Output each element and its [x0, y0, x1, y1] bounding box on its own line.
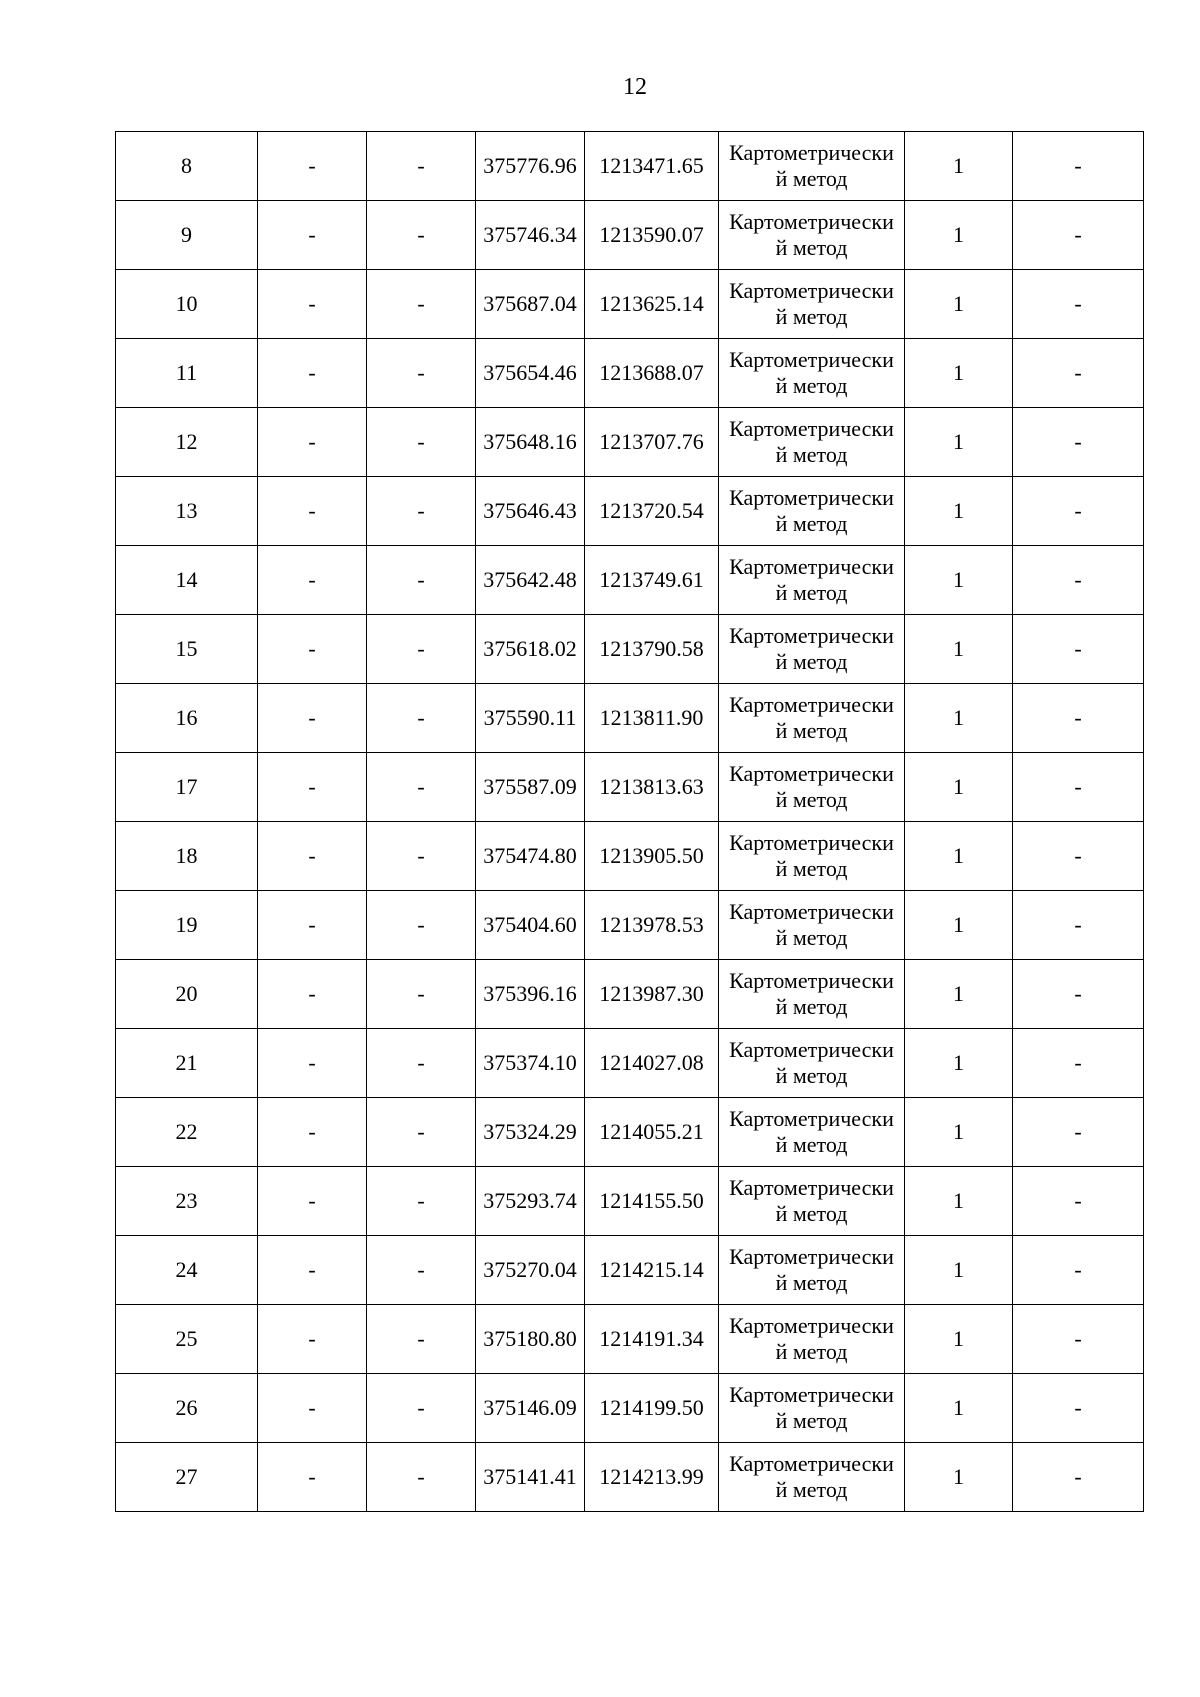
empty-dash-cell: - [367, 1029, 476, 1098]
coordinate-x-cell: 375648.16 [476, 408, 585, 477]
method-cell [719, 960, 905, 1029]
coordinate-y-cell: 1214191.34 [585, 1305, 719, 1374]
method-text-line2: й метод [775, 1408, 848, 1433]
method-text-line2: й метод [775, 718, 848, 743]
method-text-line2: й метод [775, 235, 848, 260]
method-cell [719, 408, 905, 477]
coordinate-y-cell: 1213720.54 [585, 477, 719, 546]
page-number: 12 [623, 74, 647, 100]
table-row [116, 1098, 1144, 1167]
empty-dash-cell: - [1013, 270, 1144, 339]
coordinate-y-cell: 1213590.07 [585, 201, 719, 270]
coordinates-table [115, 131, 1144, 1512]
coordinate-x-cell: 375590.11 [476, 684, 585, 753]
accuracy-cell: 1 [905, 615, 1013, 684]
coordinate-x-cell: 375293.74 [476, 1167, 585, 1236]
accuracy-cell: 1 [905, 1029, 1013, 1098]
method-cell [719, 132, 905, 201]
method-text-line2: й метод [775, 787, 848, 812]
method-text-line2: й метод [775, 856, 848, 881]
method-cell [719, 1305, 905, 1374]
method-cell [719, 1029, 905, 1098]
method-cell [719, 201, 905, 270]
coordinate-y-cell: 1213688.07 [585, 339, 719, 408]
method-cell [719, 477, 905, 546]
coordinate-x-cell: 375324.29 [476, 1098, 585, 1167]
point-number-cell: 9 [116, 201, 258, 270]
empty-dash-cell: - [258, 822, 367, 891]
empty-dash-cell: - [258, 408, 367, 477]
empty-dash-cell: - [367, 408, 476, 477]
point-number-cell: 15 [116, 615, 258, 684]
coordinate-y-cell: 1214155.50 [585, 1167, 719, 1236]
empty-dash-cell: - [367, 477, 476, 546]
coordinate-x-cell: 375180.80 [476, 1305, 585, 1374]
empty-dash-cell: - [367, 201, 476, 270]
empty-dash-cell: - [1013, 132, 1144, 201]
empty-dash-cell: - [258, 270, 367, 339]
accuracy-cell: 1 [905, 201, 1013, 270]
method-cell [719, 615, 905, 684]
coordinate-y-cell: 1214199.50 [585, 1374, 719, 1443]
method-text-line2: й метод [775, 1339, 848, 1364]
empty-dash-cell: - [1013, 1236, 1144, 1305]
empty-dash-cell: - [1013, 1374, 1144, 1443]
method-cell [719, 1098, 905, 1167]
table-row [116, 477, 1144, 546]
method-cell [719, 339, 905, 408]
table-row [116, 684, 1144, 753]
empty-dash-cell: - [258, 960, 367, 1029]
method-cell [719, 822, 905, 891]
empty-dash-cell: - [367, 1167, 476, 1236]
coordinate-y-cell: 1214027.08 [585, 1029, 719, 1098]
table-row [116, 1167, 1144, 1236]
method-text-line2: й метод [775, 1063, 848, 1088]
table-row [116, 1374, 1144, 1443]
method-text-line2: й метод [775, 649, 848, 674]
method-text-line1: Картометрически [729, 899, 894, 924]
coordinate-x-cell: 375474.80 [476, 822, 585, 891]
method-text-line1: Картометрически [729, 1244, 894, 1269]
method-text-line1: Картометрически [729, 1037, 894, 1062]
method-text-line1: Картометрически [729, 140, 894, 165]
accuracy-cell: 1 [905, 546, 1013, 615]
point-number-cell: 26 [116, 1374, 258, 1443]
table-row [116, 546, 1144, 615]
accuracy-cell: 1 [905, 1374, 1013, 1443]
empty-dash-cell: - [258, 546, 367, 615]
empty-dash-cell: - [367, 615, 476, 684]
point-number-cell: 16 [116, 684, 258, 753]
empty-dash-cell: - [258, 1098, 367, 1167]
table-body [116, 132, 1144, 1512]
empty-dash-cell: - [367, 753, 476, 822]
coordinate-y-cell: 1214215.14 [585, 1236, 719, 1305]
method-cell [719, 1443, 905, 1512]
empty-dash-cell: - [1013, 1167, 1144, 1236]
table-row [116, 822, 1144, 891]
empty-dash-cell: - [1013, 615, 1144, 684]
empty-dash-cell: - [258, 1443, 367, 1512]
accuracy-cell: 1 [905, 1443, 1013, 1512]
empty-dash-cell: - [1013, 960, 1144, 1029]
empty-dash-cell: - [367, 960, 476, 1029]
empty-dash-cell: - [367, 1236, 476, 1305]
method-text-line1: Картометрически [729, 347, 894, 372]
coordinate-x-cell: 375687.04 [476, 270, 585, 339]
empty-dash-cell: - [367, 1305, 476, 1374]
point-number-cell: 22 [116, 1098, 258, 1167]
coordinate-x-cell: 375618.02 [476, 615, 585, 684]
accuracy-cell: 1 [905, 960, 1013, 1029]
coordinate-y-cell: 1213749.61 [585, 546, 719, 615]
method-cell [719, 1374, 905, 1443]
method-cell [719, 684, 905, 753]
point-number-cell: 20 [116, 960, 258, 1029]
empty-dash-cell: - [258, 477, 367, 546]
method-text-line1: Картометрически [729, 1106, 894, 1131]
method-text-line1: Картометрически [729, 485, 894, 510]
method-text-line1: Картометрически [729, 623, 894, 648]
accuracy-cell: 1 [905, 339, 1013, 408]
table-row [116, 753, 1144, 822]
empty-dash-cell: - [367, 339, 476, 408]
method-text-line1: Картометрически [729, 1175, 894, 1200]
empty-dash-cell: - [258, 753, 367, 822]
method-text-line2: й метод [775, 925, 848, 950]
accuracy-cell: 1 [905, 822, 1013, 891]
table-row [116, 960, 1144, 1029]
coordinate-y-cell: 1213987.30 [585, 960, 719, 1029]
table-row [116, 270, 1144, 339]
accuracy-cell: 1 [905, 1167, 1013, 1236]
coordinate-y-cell: 1213905.50 [585, 822, 719, 891]
empty-dash-cell: - [1013, 1443, 1144, 1512]
method-text-line1: Картометрически [729, 761, 894, 786]
coordinate-x-cell: 375404.60 [476, 891, 585, 960]
table-row [116, 408, 1144, 477]
empty-dash-cell: - [367, 546, 476, 615]
method-text-line1: Картометрически [729, 1313, 894, 1338]
empty-dash-cell: - [258, 201, 367, 270]
coordinate-y-cell: 1214055.21 [585, 1098, 719, 1167]
empty-dash-cell: - [367, 822, 476, 891]
table-row [116, 132, 1144, 201]
empty-dash-cell: - [367, 132, 476, 201]
coordinate-y-cell: 1213813.63 [585, 753, 719, 822]
empty-dash-cell: - [1013, 201, 1144, 270]
empty-dash-cell: - [258, 615, 367, 684]
empty-dash-cell: - [258, 1167, 367, 1236]
coordinate-y-cell: 1213978.53 [585, 891, 719, 960]
coordinate-x-cell: 375642.48 [476, 546, 585, 615]
coordinate-x-cell: 375374.10 [476, 1029, 585, 1098]
empty-dash-cell: - [258, 132, 367, 201]
point-number-cell: 10 [116, 270, 258, 339]
table-row [116, 201, 1144, 270]
table-row [116, 1443, 1144, 1512]
empty-dash-cell: - [367, 1374, 476, 1443]
empty-dash-cell: - [258, 1236, 367, 1305]
method-text-line1: Картометрически [729, 416, 894, 441]
coordinate-x-cell: 375270.04 [476, 1236, 585, 1305]
coordinate-y-cell: 1213811.90 [585, 684, 719, 753]
accuracy-cell: 1 [905, 132, 1013, 201]
method-cell [719, 546, 905, 615]
point-number-cell: 11 [116, 339, 258, 408]
empty-dash-cell: - [258, 1029, 367, 1098]
coordinate-y-cell: 1213707.76 [585, 408, 719, 477]
accuracy-cell: 1 [905, 1236, 1013, 1305]
table-row [116, 339, 1144, 408]
point-number-cell: 18 [116, 822, 258, 891]
method-text-line1: Картометрически [729, 554, 894, 579]
coordinate-x-cell: 375587.09 [476, 753, 585, 822]
coordinate-x-cell: 375646.43 [476, 477, 585, 546]
coordinate-x-cell: 375396.16 [476, 960, 585, 1029]
method-cell [719, 753, 905, 822]
point-number-cell: 19 [116, 891, 258, 960]
method-text-line1: Картометрически [729, 692, 894, 717]
empty-dash-cell: - [1013, 339, 1144, 408]
table-row [116, 1236, 1144, 1305]
empty-dash-cell: - [1013, 753, 1144, 822]
accuracy-cell: 1 [905, 753, 1013, 822]
method-text-line2: й метод [775, 580, 848, 605]
point-number-cell: 25 [116, 1305, 258, 1374]
empty-dash-cell: - [1013, 408, 1144, 477]
point-number-cell: 14 [116, 546, 258, 615]
coordinate-y-cell: 1213471.65 [585, 132, 719, 201]
coordinate-y-cell: 1214213.99 [585, 1443, 719, 1512]
accuracy-cell: 1 [905, 1098, 1013, 1167]
method-cell [719, 270, 905, 339]
method-cell [719, 891, 905, 960]
empty-dash-cell: - [367, 891, 476, 960]
accuracy-cell: 1 [905, 408, 1013, 477]
point-number-cell: 12 [116, 408, 258, 477]
empty-dash-cell: - [1013, 1305, 1144, 1374]
coordinate-x-cell: 375141.41 [476, 1443, 585, 1512]
table-row [116, 615, 1144, 684]
point-number-cell: 21 [116, 1029, 258, 1098]
empty-dash-cell: - [258, 1374, 367, 1443]
empty-dash-cell: - [367, 684, 476, 753]
point-number-cell: 24 [116, 1236, 258, 1305]
empty-dash-cell: - [1013, 891, 1144, 960]
accuracy-cell: 1 [905, 1305, 1013, 1374]
empty-dash-cell: - [258, 891, 367, 960]
method-text-line2: й метод [775, 304, 848, 329]
point-number-cell: 27 [116, 1443, 258, 1512]
coordinate-x-cell: 375776.96 [476, 132, 585, 201]
coordinate-x-cell: 375746.34 [476, 201, 585, 270]
accuracy-cell: 1 [905, 477, 1013, 546]
point-number-cell: 23 [116, 1167, 258, 1236]
method-text-line1: Картометрически [729, 968, 894, 993]
coordinate-x-cell: 375146.09 [476, 1374, 585, 1443]
accuracy-cell: 1 [905, 270, 1013, 339]
empty-dash-cell: - [367, 1443, 476, 1512]
method-text-line2: й метод [775, 166, 848, 191]
method-cell [719, 1167, 905, 1236]
empty-dash-cell: - [1013, 546, 1144, 615]
empty-dash-cell: - [1013, 684, 1144, 753]
empty-dash-cell: - [1013, 822, 1144, 891]
method-text-line2: й метод [775, 1270, 848, 1295]
method-text-line2: й метод [775, 1477, 848, 1502]
point-number-cell: 13 [116, 477, 258, 546]
table-row [116, 891, 1144, 960]
method-text-line2: й метод [775, 1201, 848, 1226]
empty-dash-cell: - [258, 1305, 367, 1374]
empty-dash-cell: - [367, 1098, 476, 1167]
method-text-line1: Картометрически [729, 1382, 894, 1407]
point-number-cell: 8 [116, 132, 258, 201]
accuracy-cell: 1 [905, 684, 1013, 753]
empty-dash-cell: - [1013, 1098, 1144, 1167]
point-number-cell: 17 [116, 753, 258, 822]
method-text-line2: й метод [775, 1132, 848, 1157]
method-text-line1: Картометрически [729, 830, 894, 855]
empty-dash-cell: - [1013, 1029, 1144, 1098]
method-text-line2: й метод [775, 994, 848, 1019]
coordinate-x-cell: 375654.46 [476, 339, 585, 408]
method-text-line2: й метод [775, 442, 848, 467]
method-text-line2: й метод [775, 373, 848, 398]
coordinate-y-cell: 1213625.14 [585, 270, 719, 339]
empty-dash-cell: - [1013, 477, 1144, 546]
method-text-line1: Картометрически [729, 278, 894, 303]
method-text-line1: Картометрически [729, 209, 894, 234]
accuracy-cell: 1 [905, 891, 1013, 960]
coordinate-y-cell: 1213790.58 [585, 615, 719, 684]
empty-dash-cell: - [367, 270, 476, 339]
empty-dash-cell: - [258, 339, 367, 408]
table-row [116, 1029, 1144, 1098]
table-row [116, 1305, 1144, 1374]
method-text-line1: Картометрически [729, 1451, 894, 1476]
empty-dash-cell: - [258, 684, 367, 753]
method-cell [719, 1236, 905, 1305]
method-text-line2: й метод [775, 511, 848, 536]
